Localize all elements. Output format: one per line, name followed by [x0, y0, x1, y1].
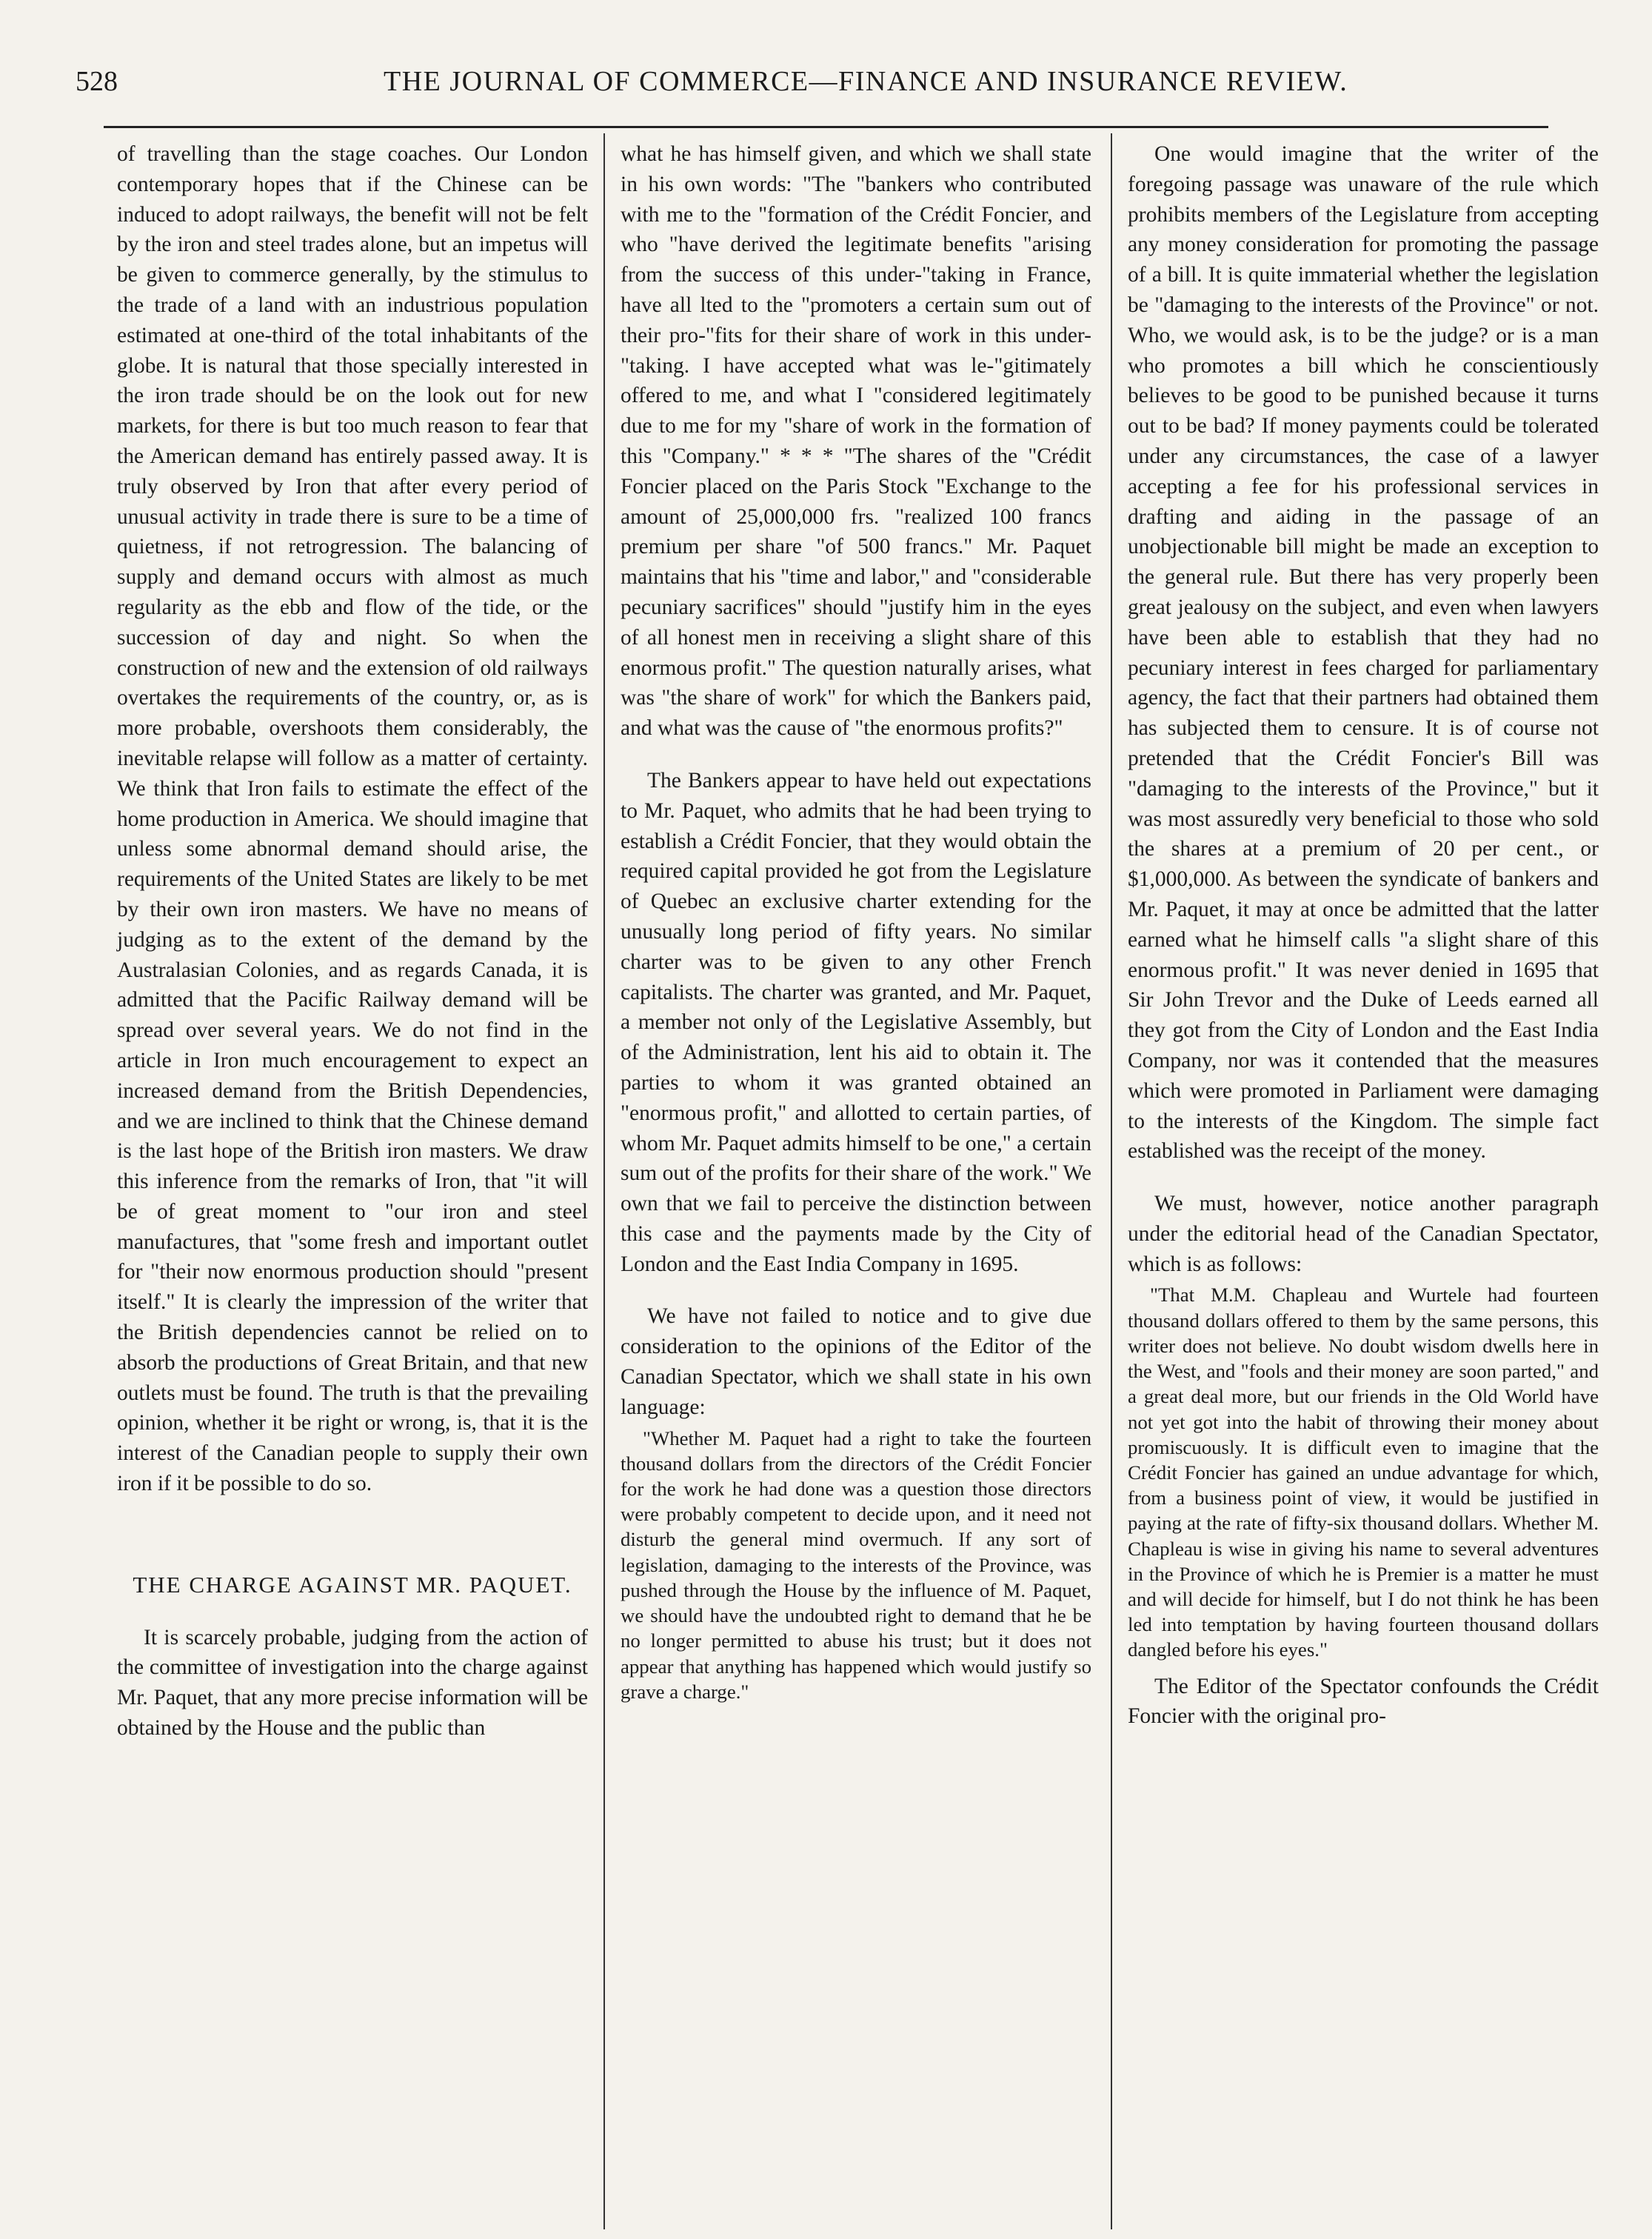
article-title: THE CHARGE AGAINST MR. PAQUET.: [133, 1571, 572, 1598]
column-divider: [603, 133, 605, 2229]
article-paragraph: We have not failed to notice and to give due consideration to the opinions of the Editor of the Canadian Spectator, which we shall state in his own language:: [621, 1304, 1091, 1419]
article-continuation: of travelling than the stage coaches. Our London contemporary hopes that if the Chinese can be induced to adopt railways, the benefit will not be felt by the iron and steel trades alone, but an impetus will be given to commerce generally, by the stimulus to the trade of a land with an industrious population estimated at one-third of the total inhabitants of the globe. It is natural that those specially interested in the iron trade should be on the look out for new markets, for there is but too much reason to fear that the American demand has entirely passed away. It is truly observed by Iron that after every period of unusual activity in trade there is sure to be a time of quietness, if not retrogression. The balancing of supply and demand occurs with almost as much regularity as the ebb and flow of the tide, or the succession of day and night. So when the construction of new and the extension of old railways overtakes the requirements of the country, or, as is more probable, overshoots them considerably, the inevitable relapse will follow as a matter of certainty. We think that Iron fails to estimate the effect of the home production in America. We should imagine that unless some abnormal demand should arise, the requirements of the United States are likely to be met by their own iron masters. We have no means of judging as to the extent of the demand by the Australasian Colonies, and as regards Canada, it is admitted that the Pacific Railway demand will be spread over several years. We do not find in the article in Iron much encouragement to expect an increased demand from the British Dependencies, and we are inclined to think that the Chinese demand is the last hope of the British iron masters. We draw this inference from the remarks of Iron, that "it will be of great moment to "our iron and steel manufactures, that "some fresh and important outlet for "their now enormous production should "present itself." It is clearly the impression of the writer that the British dependencies cannot be relied on to absorb the productions of Great Britain, and that new outlets must be found. The truth is that the prevailing opinion, whether it be right or wrong, is, that it is the interest of the Canadian people to supply their own iron if it be possible to do so.: [117, 142, 588, 1496]
article-paragraph: what he has himself given, and which we shall state in his own words: "The "bankers who contributed with me to the "formation of the Crédit Foncier, and who "have derived the legitimate benefits "arising from the success of this under-"taking in France, have all lted to the "promoters a certain sum out of their pro-"fits for their share of work in this under-"taking. I have accepted what was le-"gitimately offered to me, and what I "considered legitimately due to me for my "share of work in the formation of this "Company." * * * "The shares of the "Crédit Foncier placed on the Paris Stock "Exchange to the amount of 25,000,000 frs. "realized 100 francs premium per share "of 500 francs." Mr. Paquet maintains that his "time and labor," and "considerable pecuniary sacrifices" should "justify him in the eyes of all honest men in receiving a slight share of this enormous profit." The question naturally arises, what was "the share of work" for which the Bankers paid, and what was the cause of "the enormous profits?": [621, 142, 1091, 741]
column-right: [1128, 139, 1599, 1732]
article-paragraph: The Editor of the Spectator confounds the Crédit Foncier with the original pro-: [1128, 1674, 1599, 1729]
article-heading: [117, 1570, 588, 1601]
column-divider: [1111, 133, 1112, 2229]
column-middle: [621, 139, 1091, 1713]
header-rule: [104, 126, 1548, 128]
page-number: 528: [76, 66, 118, 97]
article-paragraph: It is scarcely probable, judging from the action of the committee of investigation into the charge against Mr. Paquet, that any more precise information will be obtained by the House and the public than: [117, 1625, 588, 1741]
column-left: [117, 139, 588, 1744]
running-title: THE JOURNAL OF COMMERCE—FINANCE AND INSURANCE REVIEW.: [384, 66, 1348, 97]
block-quote: "That M.M. Chapleau and Wurtele had fourteen thousand dollars offered to them by the same persons, this writer does not believe. No doubt wisdom dwells here in the West, and "fools and their money are soon parted," and a great deal more, but our friends in the Old World have not yet got into the habit of throwing their money about promiscuously. It is difficult even to imagine that the Crédit Foncier has gained an undue advantage for which, from a business point of view, it would be justified in paying at the rate of fifty-six thousand dollars. Whether M. Chapleau is wise in giving his name to several adventures in the Province of which he is Premier is a matter he must and will decide for himself, but I do not think he has been led into temptation by having fourteen thousand dollars dangled before his eyes.": [1128, 1284, 1599, 1661]
page-header: [76, 65, 1576, 99]
article-paragraph: One would imagine that the writer of the foregoing passage was unaware of the rule which prohibits members of the Legislature from accepting any money consideration for promoting the passage of a bill. It is quite immaterial whether the legislation be "damaging to the interests of the Province" or not. Who, we would ask, is to be the judge? or is a man who promotes a bill which he conscientiously believes to be good to be punished because it turns out to be bad? If money payments could be tolerated under any circumstances, the case of a lawyer accepting a fee for his professional services in drafting and aiding in the passage of an unobjectionable bill might be made an exception to the general rule. But there has very properly been great jealousy on the subject, and even when lawyers have been able to establish that they had no pecuniary interest in fees charged for parliamentary agency, the fact that their partners had obtained them has subjected them to censure. It is of course not pretended that the Crédit Foncier's Bill was "damaging to the interests of the Province," but it was most assuredly very beneficial to those who sold the shares at a premium of 20 per cent., or $1,000,000. As between the syndicate of bankers and Mr. Paquet, it may at once be admitted that the latter earned what he himself calls "a slight share of this enormous profit." It was never denied in 1695 that Sir John Trevor and the Duke of Leeds earned all they got from the City of London and the East India Company, nor was it contended that the measures which were promoted in Parliament were damaging to the interests of the Kingdom. The simple fact established was the receipt of the money.: [1128, 142, 1599, 1164]
article-paragraph: We must, however, notice another paragraph under the editorial head of the Canadian Spectator, which is as follows:: [1128, 1192, 1599, 1276]
article-paragraph: The Bankers appear to have held out expectations to Mr. Paquet, who admits that he had been trying to establish a Crédit Foncier, that they would obtain the required capital provided he got from the Legislature of Quebec an exclusive charter extending for the unusually long period of fifty years. No similar charter was to be given to any other French capitalists. The charter was granted, and Mr. Paquet, a member not only of the Legislative Assembly, but of the Administration, lent his aid to obtain it. The parties to whom it was granted obtained an "enormous profit," and allotted to certain parties, of whom Mr. Paquet admits himself to be one," a certain sum out of the profits for their share of the work." We own that we fail to perceive the distinction between this case and the payments made by the City of London and the East India Company in 1695.: [621, 768, 1091, 1276]
block-quote: "Whether M. Paquet had a right to take the fourteen thousand dollars from the directors of the Crédit Foncier for the work he had done was a question those directors were probably competent to decide upon, and it need not disturb the general mind overmuch. If any sort of legislation, damaging to the interests of the Province, was pushed through the House by the influence of M. Paquet, we should have the undoubted right to demand that he be no longer permitted to abuse his trust; but it does not appear that anything has happened which would justify so grave a charge.": [621, 1427, 1091, 1703]
